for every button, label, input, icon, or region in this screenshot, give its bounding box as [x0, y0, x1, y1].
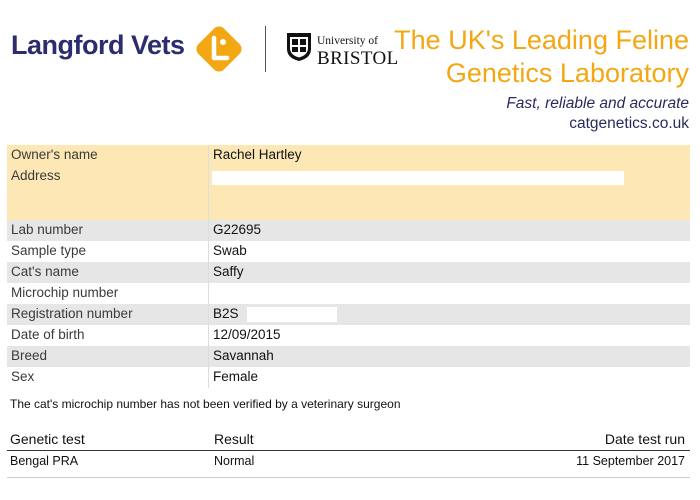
registration-label: Registration number — [7, 304, 209, 325]
breed-row — [7, 346, 690, 367]
owner-value: Rachel Hartley — [209, 145, 691, 166]
result-row — [7, 451, 690, 477]
report-header — [0, 0, 700, 140]
address-redaction — [212, 171, 624, 185]
tagline: Fast, reliable and accurate — [506, 95, 689, 112]
result-test-name: Bengal PRA — [10, 454, 79, 468]
microchip-label: Microchip number — [7, 283, 209, 304]
owner-label: Owner's name — [7, 145, 209, 166]
sample-details-table — [7, 145, 690, 388]
address-value — [209, 166, 691, 220]
address-label: Address — [7, 166, 209, 220]
registration-row — [7, 304, 690, 325]
sample-type-row — [7, 241, 690, 262]
microchip-row — [7, 283, 690, 304]
university-line2: BRISTOL — [317, 47, 399, 69]
results-header-row — [7, 428, 690, 451]
langford-vets-wordmark: Langford Vets — [11, 30, 185, 60]
microchip-value — [209, 283, 691, 304]
dob-value: 12/09/2015 — [209, 325, 691, 346]
bottom-rule — [7, 477, 690, 478]
sample-type-label: Sample type — [7, 241, 209, 262]
university-crest-icon — [286, 32, 312, 62]
headline-line2: Genetics Laboratory — [445, 58, 689, 88]
university-wordmark — [317, 36, 399, 68]
cat-name-value: Saffy — [209, 262, 691, 283]
langford-logo-icon — [190, 20, 248, 78]
breed-value: Savannah — [209, 346, 691, 367]
headline-line1: The UK's Leading Feline — [394, 25, 689, 55]
lab-number-value: G22695 — [209, 220, 691, 241]
sex-row — [7, 367, 690, 388]
microchip-note: The cat's microchip number has not been verified by a veterinary surgeon — [10, 397, 401, 411]
website-text: catgenetics.co.uk — [569, 115, 689, 132]
cat-name-label: Cat's name — [7, 262, 209, 283]
lab-number-label: Lab number — [7, 220, 209, 241]
cat-name-row — [7, 262, 690, 283]
lab-number-row — [7, 220, 690, 241]
breed-label: Breed — [7, 346, 209, 367]
sample-type-value: Swab — [209, 241, 691, 262]
dob-label: Date of birth — [7, 325, 209, 346]
logo-divider — [265, 26, 266, 72]
header-date-test-run: Date test run — [604, 431, 685, 447]
header-genetic-test: Genetic test — [10, 431, 85, 447]
owner-row — [7, 145, 690, 166]
registration-redaction — [247, 307, 337, 322]
sex-value: Female — [209, 367, 691, 388]
registration-value: B2S — [213, 306, 239, 321]
result-value: Normal — [214, 454, 255, 468]
dob-row — [7, 325, 690, 346]
university-line1: University of — [317, 35, 379, 47]
header-result: Result — [214, 431, 254, 447]
results-table — [7, 428, 690, 477]
sex-label: Sex — [7, 367, 209, 388]
address-row — [7, 166, 690, 220]
registration-cell — [209, 304, 691, 325]
lab-headline — [394, 24, 689, 90]
result-date: 11 September 2017 — [576, 454, 685, 468]
